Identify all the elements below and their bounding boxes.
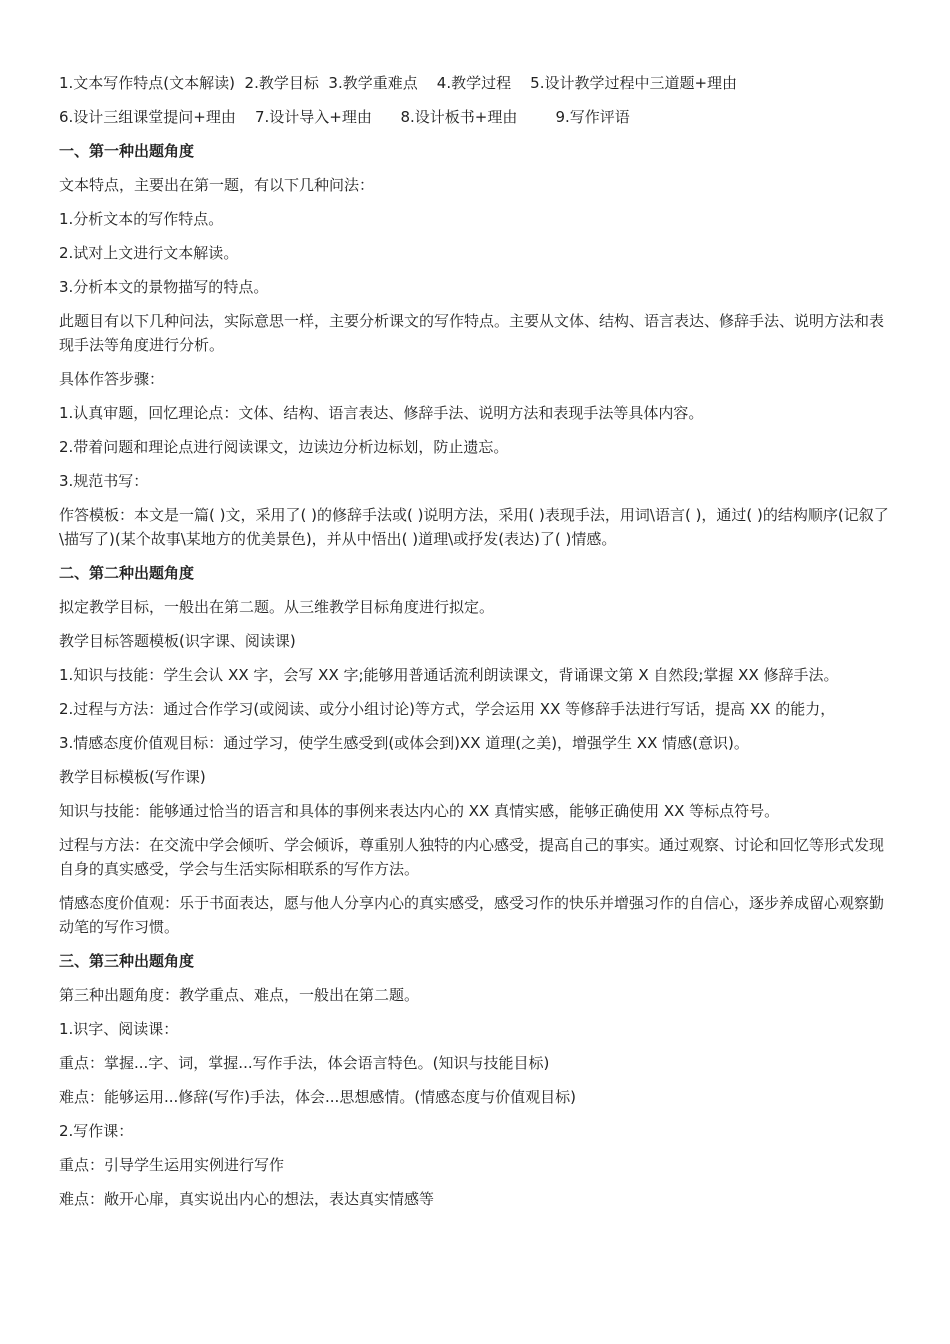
paragraph: 第三种出题角度：教学重点、难点，一般出在第二题。: [59, 986, 420, 1004]
section-heading-1: 一、第一种出题角度: [59, 142, 195, 160]
list-item: 2.试对上文进行文本解读。: [59, 244, 239, 262]
paragraph: 此题目有以下几种问法，实际意思一样，主要分析课文的写作特点。主要从文体、结构、语言表达、修辞手法、说明方法和表现手法等角度进行分析。: [59, 312, 885, 354]
paragraph: 教学目标答题模板(识字课、阅读课): [59, 632, 296, 650]
paragraph: 难点：敞开心扉，真实说出内心的想法，表达真实情感等: [59, 1190, 435, 1208]
list-item: 2.写作课：: [59, 1122, 134, 1140]
paragraph: 重点：引导学生运用实例进行写作: [59, 1156, 285, 1174]
list-item: 1.知识与技能：学生会认 XX 字，会写 XX 字;能够用普通话流利朗读课文，背诵课文第 X 自然段;掌握 XX 修辞手法。: [59, 666, 839, 684]
answer-template: 作答模板：本文是一篇( )文，采用了( )的修辞手法或( )说明方法，采用( )表现手法，用词\语言( )，通过( )的结构顺序(记叙了\描写了)(某个故事\某地方的优美景色)，并从中悟出( )道理\或抒发(表达)了( )情感。: [59, 506, 889, 548]
list-item: 3.规范书写：: [59, 472, 149, 490]
paragraph: 拟定教学目标，一般出在第二题。从三维教学目标角度进行拟定。: [59, 598, 495, 616]
question-type-list-line-1: 1.文本写作特点(文本解读) 2.教学目标 3.教学重难点 4.教学过程 5.设计教学过程中三道题+理由: [59, 74, 738, 92]
paragraph: 过程与方法：在交流中学会倾听、学会倾诉，尊重别人独特的内心感受，提高自己的事实。通过观察、讨论和回忆等形式发现自身的真实感受，学会与生活实际相联系的写作方法。: [59, 836, 885, 878]
paragraph: 教学目标模板(写作课): [59, 768, 206, 786]
list-item: 1.分析文本的写作特点。: [59, 210, 224, 228]
paragraph: 情感态度价值观：乐于书面表达，愿与他人分享内心的真实感受，感受习作的快乐并增强习作的自信心，逐步养成留心观察勤动笔的写作习惯。: [59, 894, 885, 936]
list-item: 3.情感态度价值观目标：通过学习，使学生感受到(或体会到)XX 道理(之美)，增强学生 XX 情感(意识)。: [59, 734, 749, 752]
paragraph: 重点：掌握...字、词，掌握...写作手法，体会语言特色。(知识与技能目标): [59, 1054, 550, 1072]
document-page: [59, 71, 891, 1221]
paragraph: 知识与技能：能够通过恰当的语言和具体的事例来表达内心的 XX 真情实感，能够正确使用 XX 等标点符号。: [59, 802, 780, 820]
list-item: 2.过程与方法：通过合作学习(或阅读、或分小组讨论)等方式，学会运用 XX 等修辞手法进行写话，提高 XX 的能力，: [59, 700, 836, 718]
section-heading-2: 二、第二种出题角度: [59, 564, 195, 582]
section-heading-3: 三、第三种出题角度: [59, 952, 195, 970]
list-item: 1.认真审题，回忆理论点：文体、结构、语言表达、修辞手法、说明方法和表现手法等具体内容。: [59, 404, 704, 422]
paragraph: 具体作答步骤：: [59, 370, 165, 388]
list-item: 3.分析本文的景物描写的特点。: [59, 278, 269, 296]
list-item: 2.带着问题和理论点进行阅读课文，边读边分析边标划，防止遗忘。: [59, 438, 509, 456]
question-type-list-line-2: 6.设计三组课堂提问+理由 7.设计导入+理由 8.设计板书+理由 9.写作评语: [59, 108, 630, 126]
paragraph: 文本特点，主要出在第一题，有以下几种问法：: [59, 176, 375, 194]
paragraph: 难点：能够运用...修辞(写作)手法，体会...思想感情。(情感态度与价值观目标): [59, 1088, 577, 1106]
list-item: 1.识字、阅读课：: [59, 1020, 179, 1038]
